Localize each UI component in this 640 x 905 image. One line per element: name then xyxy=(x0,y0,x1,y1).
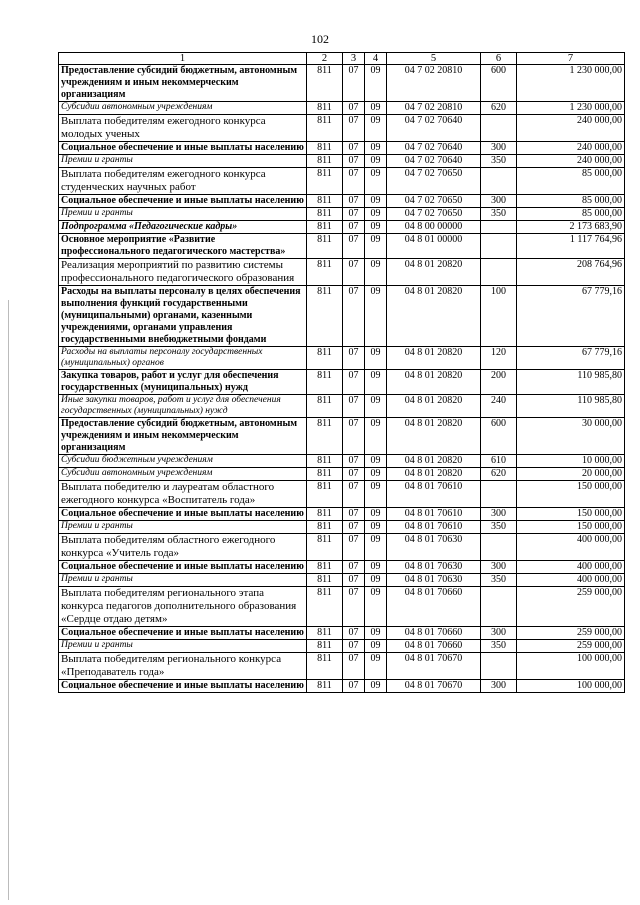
row-section-code: 07 xyxy=(343,534,365,561)
row-section-code: 07 xyxy=(343,468,365,481)
row-admin-code: 811 xyxy=(307,142,343,155)
row-section-code: 07 xyxy=(343,208,365,221)
row-section-code: 07 xyxy=(343,574,365,587)
row-description: Субсидии автономным учреждениям xyxy=(59,102,307,115)
row-amount: 85 000,00 xyxy=(517,168,625,195)
table-row xyxy=(59,521,625,534)
row-target-article-code: 04 8 01 70660 xyxy=(387,627,481,640)
row-amount: 400 000,00 xyxy=(517,561,625,574)
row-section-code: 07 xyxy=(343,259,365,286)
row-section-code: 07 xyxy=(343,455,365,468)
row-section-code: 07 xyxy=(343,115,365,142)
row-amount: 1 230 000,00 xyxy=(517,65,625,102)
row-subsection-code: 09 xyxy=(365,534,387,561)
column-header-2: 2 xyxy=(307,53,343,65)
row-target-article-code: 04 8 01 20820 xyxy=(387,468,481,481)
row-expense-type-code: 620 xyxy=(481,102,517,115)
row-amount: 30 000,00 xyxy=(517,418,625,455)
table-row xyxy=(59,395,625,418)
table-row xyxy=(59,680,625,693)
row-amount: 240 000,00 xyxy=(517,115,625,142)
row-description: Иные закупки товаров, работ и услуг для обеспечения государственных (муниципальных) нужд xyxy=(59,395,307,418)
table-row xyxy=(59,455,625,468)
row-amount: 67 779,16 xyxy=(517,286,625,347)
row-description: Социальное обеспечение и иные выплаты населению xyxy=(59,561,307,574)
row-admin-code: 811 xyxy=(307,455,343,468)
row-target-article-code: 04 8 01 70630 xyxy=(387,534,481,561)
row-admin-code: 811 xyxy=(307,155,343,168)
row-expense-type-code xyxy=(481,534,517,561)
row-admin-code: 811 xyxy=(307,418,343,455)
row-amount: 1 230 000,00 xyxy=(517,102,625,115)
table-row xyxy=(59,195,625,208)
row-description: Социальное обеспечение и иные выплаты населению xyxy=(59,680,307,693)
row-section-code: 07 xyxy=(343,142,365,155)
row-subsection-code: 09 xyxy=(365,155,387,168)
row-subsection-code: 09 xyxy=(365,653,387,680)
row-section-code: 07 xyxy=(343,65,365,102)
row-expense-type-code: 300 xyxy=(481,195,517,208)
row-expense-type-code xyxy=(481,168,517,195)
row-description: Основное мероприятие «Развитие профессионального педагогического мастерства» xyxy=(59,234,307,259)
row-expense-type-code: 300 xyxy=(481,680,517,693)
row-section-code: 07 xyxy=(343,587,365,627)
row-subsection-code: 09 xyxy=(365,259,387,286)
row-amount: 150 000,00 xyxy=(517,481,625,508)
row-admin-code: 811 xyxy=(307,195,343,208)
row-target-article-code: 04 8 01 70670 xyxy=(387,653,481,680)
row-description: Выплата победителям регионального конкурса «Преподаватель года» xyxy=(59,653,307,680)
row-target-article-code: 04 7 02 70640 xyxy=(387,142,481,155)
row-subsection-code: 09 xyxy=(365,115,387,142)
row-amount: 110 985,80 xyxy=(517,395,625,418)
row-description: Субсидии автономным учреждениям xyxy=(59,468,307,481)
row-target-article-code: 04 8 01 70660 xyxy=(387,640,481,653)
row-amount: 400 000,00 xyxy=(517,574,625,587)
row-subsection-code: 09 xyxy=(365,395,387,418)
table-row xyxy=(59,534,625,561)
table-header-row xyxy=(59,53,625,65)
row-admin-code: 811 xyxy=(307,561,343,574)
row-section-code: 07 xyxy=(343,221,365,234)
table-row xyxy=(59,418,625,455)
row-subsection-code: 09 xyxy=(365,468,387,481)
row-description: Выплата победителям ежегодного конкурса молодых ученых xyxy=(59,115,307,142)
row-target-article-code: 04 7 02 70650 xyxy=(387,208,481,221)
row-admin-code: 811 xyxy=(307,508,343,521)
row-amount: 67 779,16 xyxy=(517,347,625,370)
row-amount: 150 000,00 xyxy=(517,521,625,534)
row-section-code: 07 xyxy=(343,508,365,521)
row-expense-type-code: 200 xyxy=(481,370,517,395)
row-description: Расходы на выплаты персоналу государственных (муниципальных) органов xyxy=(59,347,307,370)
row-subsection-code: 09 xyxy=(365,347,387,370)
table-row xyxy=(59,587,625,627)
row-admin-code: 811 xyxy=(307,234,343,259)
table-row xyxy=(59,627,625,640)
table-row xyxy=(59,561,625,574)
row-target-article-code: 04 8 01 70610 xyxy=(387,521,481,534)
row-expense-type-code xyxy=(481,221,517,234)
row-amount: 259 000,00 xyxy=(517,587,625,627)
column-header-7: 7 xyxy=(517,53,625,65)
scan-edge-line xyxy=(8,300,9,900)
row-expense-type-code: 100 xyxy=(481,286,517,347)
row-target-article-code: 04 8 01 70630 xyxy=(387,574,481,587)
row-section-code: 07 xyxy=(343,418,365,455)
row-admin-code: 811 xyxy=(307,208,343,221)
row-expense-type-code: 600 xyxy=(481,65,517,102)
row-admin-code: 811 xyxy=(307,65,343,102)
row-expense-type-code: 350 xyxy=(481,521,517,534)
row-admin-code: 811 xyxy=(307,587,343,627)
row-subsection-code: 09 xyxy=(365,627,387,640)
row-amount: 10 000,00 xyxy=(517,455,625,468)
row-description: Реализация мероприятий по развитию системы профессионального педагогического образования xyxy=(59,259,307,286)
row-description: Выплата победителям регионального этапа конкурса педагогов дополнительного образования «Сердце отдаю детям» xyxy=(59,587,307,627)
row-amount: 20 000,00 xyxy=(517,468,625,481)
row-subsection-code: 09 xyxy=(365,680,387,693)
column-header-3: 3 xyxy=(343,53,365,65)
row-target-article-code: 04 8 01 20820 xyxy=(387,418,481,455)
row-subsection-code: 09 xyxy=(365,370,387,395)
row-expense-type-code: 350 xyxy=(481,574,517,587)
table-row xyxy=(59,640,625,653)
row-target-article-code: 04 8 01 70670 xyxy=(387,680,481,693)
row-amount: 400 000,00 xyxy=(517,534,625,561)
row-section-code: 07 xyxy=(343,640,365,653)
row-subsection-code: 09 xyxy=(365,640,387,653)
row-subsection-code: 09 xyxy=(365,208,387,221)
row-subsection-code: 09 xyxy=(365,195,387,208)
row-expense-type-code: 610 xyxy=(481,455,517,468)
table-row xyxy=(59,234,625,259)
row-subsection-code: 09 xyxy=(365,286,387,347)
row-admin-code: 811 xyxy=(307,286,343,347)
row-expense-type-code: 300 xyxy=(481,508,517,521)
row-subsection-code: 09 xyxy=(365,521,387,534)
row-amount: 240 000,00 xyxy=(517,142,625,155)
row-description: Расходы на выплаты персоналу в целях обеспечения выполнения функций государственными (муниципальными) органами, казенными учреждениями, органами управления государственными внебюджетными фондами xyxy=(59,286,307,347)
row-admin-code: 811 xyxy=(307,395,343,418)
row-subsection-code: 09 xyxy=(365,481,387,508)
row-admin-code: 811 xyxy=(307,102,343,115)
row-expense-type-code: 300 xyxy=(481,627,517,640)
row-expense-type-code xyxy=(481,234,517,259)
row-amount: 85 000,00 xyxy=(517,195,625,208)
table-row xyxy=(59,259,625,286)
row-target-article-code: 04 7 02 70650 xyxy=(387,195,481,208)
row-admin-code: 811 xyxy=(307,680,343,693)
row-description: Предоставление субсидий бюджетным, автономным учреждениям и иным некоммерческим организациям xyxy=(59,418,307,455)
row-target-article-code: 04 8 01 20820 xyxy=(387,259,481,286)
row-subsection-code: 09 xyxy=(365,418,387,455)
table-row xyxy=(59,370,625,395)
page-number: 102 xyxy=(311,32,329,46)
row-description: Предоставление субсидий бюджетным, автономным учреждениям и иным некоммерческим организациям xyxy=(59,65,307,102)
row-target-article-code: 04 7 02 70650 xyxy=(387,168,481,195)
row-target-article-code: 04 8 01 20820 xyxy=(387,347,481,370)
row-amount: 240 000,00 xyxy=(517,155,625,168)
row-section-code: 07 xyxy=(343,370,365,395)
row-expense-type-code: 300 xyxy=(481,561,517,574)
row-section-code: 07 xyxy=(343,395,365,418)
row-subsection-code: 09 xyxy=(365,65,387,102)
row-amount: 150 000,00 xyxy=(517,508,625,521)
row-expense-type-code: 120 xyxy=(481,347,517,370)
table-row xyxy=(59,155,625,168)
row-amount: 100 000,00 xyxy=(517,680,625,693)
row-section-code: 07 xyxy=(343,347,365,370)
row-amount: 100 000,00 xyxy=(517,653,625,680)
row-description: Премии и гранты xyxy=(59,155,307,168)
row-target-article-code: 04 8 01 20820 xyxy=(387,395,481,418)
row-amount: 85 000,00 xyxy=(517,208,625,221)
row-admin-code: 811 xyxy=(307,370,343,395)
row-admin-code: 811 xyxy=(307,521,343,534)
row-section-code: 07 xyxy=(343,481,365,508)
row-amount: 259 000,00 xyxy=(517,627,625,640)
row-admin-code: 811 xyxy=(307,640,343,653)
row-section-code: 07 xyxy=(343,680,365,693)
row-expense-type-code xyxy=(481,115,517,142)
row-admin-code: 811 xyxy=(307,481,343,508)
row-section-code: 07 xyxy=(343,286,365,347)
row-amount: 1 117 764,96 xyxy=(517,234,625,259)
column-header-4: 4 xyxy=(365,53,387,65)
table-row xyxy=(59,142,625,155)
row-section-code: 07 xyxy=(343,521,365,534)
row-target-article-code: 04 8 01 70610 xyxy=(387,508,481,521)
row-target-article-code: 04 8 01 70610 xyxy=(387,481,481,508)
row-description: Закупка товаров, работ и услуг для обеспечения государственных (муниципальных) нужд xyxy=(59,370,307,395)
row-section-code: 07 xyxy=(343,155,365,168)
table-row xyxy=(59,347,625,370)
row-description: Премии и гранты xyxy=(59,640,307,653)
table-row xyxy=(59,286,625,347)
row-section-code: 07 xyxy=(343,653,365,680)
row-expense-type-code: 350 xyxy=(481,208,517,221)
row-expense-type-code: 300 xyxy=(481,142,517,155)
row-description: Социальное обеспечение и иные выплаты населению xyxy=(59,627,307,640)
row-description: Выплата победителям областного ежегодного конкурса «Учитель года» xyxy=(59,534,307,561)
row-subsection-code: 09 xyxy=(365,587,387,627)
row-subsection-code: 09 xyxy=(365,168,387,195)
row-target-article-code: 04 7 02 70640 xyxy=(387,155,481,168)
row-amount: 208 764,96 xyxy=(517,259,625,286)
row-description: Премии и гранты xyxy=(59,574,307,587)
column-header-1: 1 xyxy=(59,53,307,65)
table-row xyxy=(59,481,625,508)
row-expense-type-code xyxy=(481,653,517,680)
table-row xyxy=(59,508,625,521)
row-expense-type-code: 350 xyxy=(481,640,517,653)
table-row xyxy=(59,115,625,142)
row-target-article-code: 04 7 02 70640 xyxy=(387,115,481,142)
row-target-article-code: 04 8 01 20820 xyxy=(387,286,481,347)
table-body xyxy=(59,65,625,693)
row-amount: 2 173 683,90 xyxy=(517,221,625,234)
row-amount: 110 985,80 xyxy=(517,370,625,395)
row-description: Выплата победителю и лауреатам областного ежегодного конкурса «Воспитатель года» xyxy=(59,481,307,508)
row-description: Социальное обеспечение и иные выплаты населению xyxy=(59,195,307,208)
budget-table xyxy=(58,52,625,693)
table-row xyxy=(59,65,625,102)
row-subsection-code: 09 xyxy=(365,508,387,521)
column-header-6: 6 xyxy=(481,53,517,65)
row-target-article-code: 04 8 01 00000 xyxy=(387,234,481,259)
row-admin-code: 811 xyxy=(307,347,343,370)
row-subsection-code: 09 xyxy=(365,234,387,259)
row-expense-type-code: 240 xyxy=(481,395,517,418)
row-expense-type-code: 350 xyxy=(481,155,517,168)
table-row xyxy=(59,653,625,680)
table-row xyxy=(59,574,625,587)
row-expense-type-code xyxy=(481,481,517,508)
row-description: Социальное обеспечение и иные выплаты населению xyxy=(59,508,307,521)
row-admin-code: 811 xyxy=(307,534,343,561)
row-admin-code: 811 xyxy=(307,627,343,640)
table-row xyxy=(59,208,625,221)
table-row xyxy=(59,168,625,195)
row-section-code: 07 xyxy=(343,168,365,195)
row-admin-code: 811 xyxy=(307,221,343,234)
row-admin-code: 811 xyxy=(307,115,343,142)
row-subsection-code: 09 xyxy=(365,574,387,587)
row-section-code: 07 xyxy=(343,195,365,208)
row-subsection-code: 09 xyxy=(365,102,387,115)
row-section-code: 07 xyxy=(343,561,365,574)
row-target-article-code: 04 8 01 70630 xyxy=(387,561,481,574)
row-admin-code: 811 xyxy=(307,574,343,587)
column-header-5: 5 xyxy=(387,53,481,65)
row-description: Подпрограмма «Педагогические кадры» xyxy=(59,221,307,234)
row-target-article-code: 04 8 01 20820 xyxy=(387,370,481,395)
row-admin-code: 811 xyxy=(307,653,343,680)
row-admin-code: 811 xyxy=(307,468,343,481)
row-subsection-code: 09 xyxy=(365,455,387,468)
row-subsection-code: 09 xyxy=(365,142,387,155)
row-amount: 259 000,00 xyxy=(517,640,625,653)
row-description: Премии и гранты xyxy=(59,521,307,534)
row-admin-code: 811 xyxy=(307,259,343,286)
row-target-article-code: 04 8 01 70660 xyxy=(387,587,481,627)
table-row xyxy=(59,102,625,115)
row-target-article-code: 04 8 00 00000 xyxy=(387,221,481,234)
row-expense-type-code xyxy=(481,259,517,286)
row-section-code: 07 xyxy=(343,234,365,259)
table-row xyxy=(59,468,625,481)
row-target-article-code: 04 8 01 20820 xyxy=(387,455,481,468)
row-expense-type-code: 620 xyxy=(481,468,517,481)
row-subsection-code: 09 xyxy=(365,561,387,574)
row-description: Премии и гранты xyxy=(59,208,307,221)
row-description: Социальное обеспечение и иные выплаты населению xyxy=(59,142,307,155)
row-target-article-code: 04 7 02 20810 xyxy=(387,102,481,115)
row-expense-type-code: 600 xyxy=(481,418,517,455)
row-subsection-code: 09 xyxy=(365,221,387,234)
row-description: Субсидии бюджетным учреждениям xyxy=(59,455,307,468)
row-admin-code: 811 xyxy=(307,168,343,195)
row-target-article-code: 04 7 02 20810 xyxy=(387,65,481,102)
row-section-code: 07 xyxy=(343,627,365,640)
row-expense-type-code xyxy=(481,587,517,627)
row-section-code: 07 xyxy=(343,102,365,115)
table-row xyxy=(59,221,625,234)
row-description: Выплата победителям ежегодного конкурса студенческих научных работ xyxy=(59,168,307,195)
